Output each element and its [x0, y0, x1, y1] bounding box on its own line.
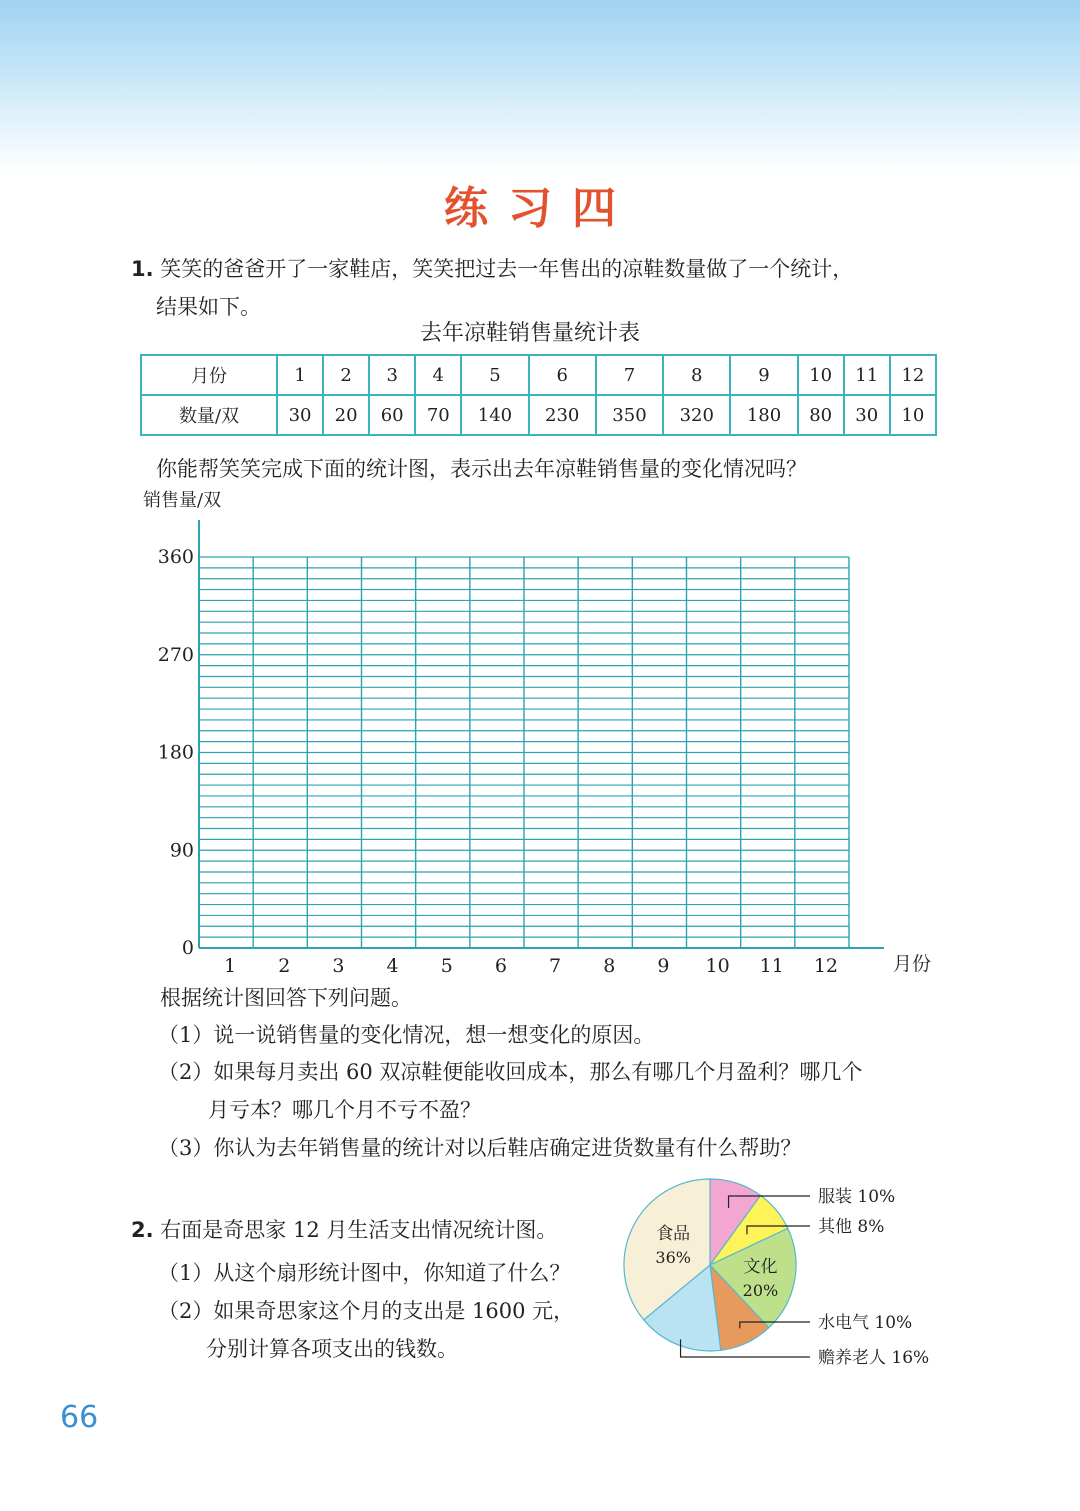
table-cell: 9 — [730, 355, 797, 395]
x-tick-label: 12 — [813, 955, 839, 977]
table-header-quantity: 数量/双 — [141, 395, 277, 435]
y-tick-label: 90 — [169, 839, 194, 862]
page-number: 66 — [60, 1400, 99, 1435]
pie-label-other: 其他 8% — [818, 1217, 885, 1237]
q1-sub2-line2: 月亏本？哪几个月不亏不盈？ — [208, 1098, 481, 1122]
x-tick-label: 2 — [278, 955, 291, 977]
table-cell: 350 — [596, 395, 663, 435]
table-cell: 140 — [461, 395, 528, 435]
x-tick-label: 1 — [224, 955, 237, 977]
table-row-months — [141, 355, 936, 395]
pie-label-clothing: 服装 10% — [818, 1187, 896, 1207]
table-cell: 8 — [663, 355, 730, 395]
expense-pie-chart — [610, 1170, 970, 1370]
table-cell: 11 — [844, 355, 890, 395]
table-header-month: 月份 — [141, 355, 277, 395]
pie-slice-label: 食品 — [656, 1223, 691, 1244]
table-cell: 3 — [369, 355, 415, 395]
x-tick-label: 5 — [440, 955, 453, 977]
pie-label-elderly-support: 赡养老人 16% — [818, 1348, 930, 1368]
q1-sub1: （1）说一说销售量的变化情况，想一想变化的原因。 — [158, 1023, 655, 1047]
table-cell: 7 — [596, 355, 663, 395]
q1-text-line2: 结果如下。 — [156, 295, 261, 319]
table-cell: 10 — [890, 395, 936, 435]
q2-sub1: （1）从这个扇形统计图中，你知道了什么？ — [158, 1261, 571, 1285]
q2-sub2-line2: 分别计算各项支出的钱数。 — [206, 1337, 458, 1361]
pie-label-utilities: 水电气 10% — [818, 1313, 913, 1333]
table-cell: 230 — [529, 395, 596, 435]
y-tick-label: 270 — [157, 643, 194, 666]
x-tick-label: 3 — [332, 955, 345, 977]
q2-sub2-line1: （2）如果奇思家这个月的支出是 1600 元， — [158, 1299, 575, 1323]
header-band — [0, 0, 1080, 175]
table-cell: 70 — [415, 395, 461, 435]
q1-text: 笑笑的爸爸开了一家鞋店，笑笑把过去一年售出的凉鞋数量做了一个统计， — [160, 257, 854, 281]
q2-text-body: 右面是奇思家 12 月生活支出情况统计图。 — [160, 1218, 558, 1242]
table-cell: 1 — [277, 355, 323, 395]
x-tick-label: 8 — [603, 955, 616, 977]
table-title: 去年凉鞋销售量统计表 — [420, 321, 641, 346]
x-tick-label: 9 — [657, 955, 670, 977]
table-cell: 80 — [798, 395, 844, 435]
x-tick-label: 7 — [549, 955, 562, 977]
table-cell: 5 — [461, 355, 528, 395]
q1-sub3: （3）你认为去年销售量的统计对以后鞋店确定进货数量有什么帮助？ — [158, 1136, 802, 1160]
table-cell: 10 — [798, 355, 844, 395]
y-tick-label: 0 — [181, 937, 194, 959]
table-cell: 180 — [730, 395, 797, 435]
x-axis-label: 月份 — [893, 953, 932, 975]
x-tick-label: 11 — [759, 955, 784, 977]
page-title: 练习四 — [444, 183, 636, 234]
x-tick-label: 4 — [386, 955, 399, 977]
x-tick-label: 6 — [494, 955, 507, 977]
q1-text-line1 — [131, 253, 853, 283]
table-row-quantities — [141, 395, 936, 435]
q1-sub2-line1: （2）如果每月卖出 60 双凉鞋便能收回成本，那么有哪几个月盈利？哪几个 — [158, 1060, 863, 1084]
table-cell: 12 — [890, 355, 936, 395]
table-cell: 60 — [369, 395, 415, 435]
q1-prompt: 你能帮笑笑完成下面的统计图，表示出去年凉鞋销售量的变化情况吗？ — [156, 457, 807, 481]
x-tick-label: 10 — [705, 955, 730, 977]
pie-slice-percent: 36% — [655, 1247, 691, 1267]
table-cell: 30 — [844, 395, 890, 435]
table-cell: 2 — [323, 355, 369, 395]
pie-slice-label: 文化 — [743, 1256, 778, 1277]
q2-text — [131, 1214, 557, 1244]
q1-followup: 根据统计图回答下列问题。 — [160, 986, 412, 1010]
sales-line-chart — [0, 480, 1080, 985]
y-axis-label: 销售量/双 — [143, 490, 222, 511]
pie-slice-percent: 20% — [742, 1280, 779, 1300]
q2-number: 2. — [131, 1218, 154, 1242]
table-cell: 30 — [277, 395, 323, 435]
table-cell: 4 — [415, 355, 461, 395]
y-tick-label: 360 — [157, 546, 194, 568]
y-tick-label: 180 — [157, 741, 194, 764]
table-cell: 320 — [663, 395, 730, 435]
sales-table — [140, 354, 937, 436]
q1-number: 1. — [131, 257, 154, 281]
table-cell: 20 — [323, 395, 369, 435]
table-cell: 6 — [529, 355, 596, 395]
